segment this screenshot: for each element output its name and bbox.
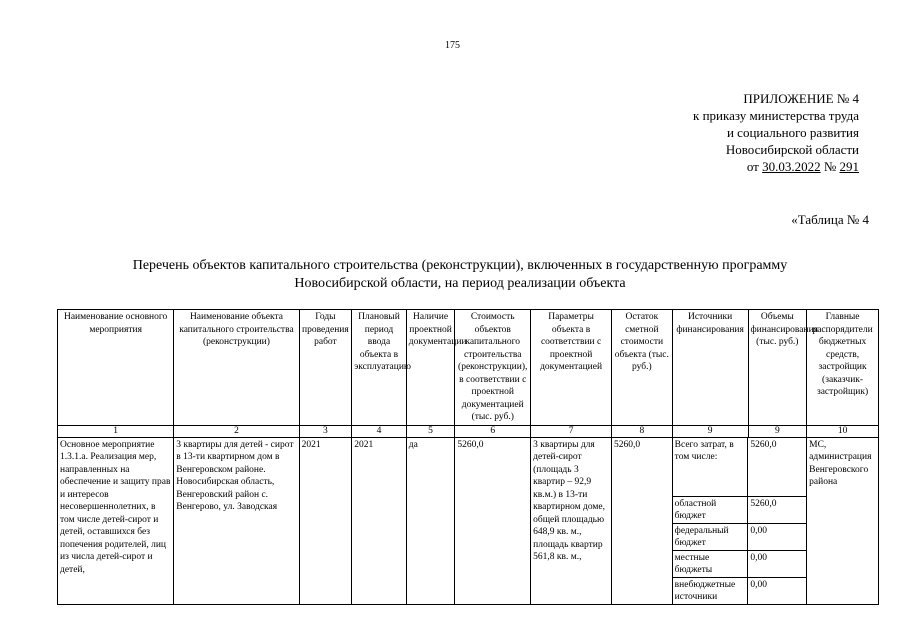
column-number: 6 xyxy=(455,425,531,437)
order-number: 291 xyxy=(839,159,859,174)
order-date: 30.03.2022 xyxy=(762,159,821,174)
funding-source-value: 0,00 xyxy=(748,523,806,550)
number-prefix: № xyxy=(820,159,840,174)
column-number: 2 xyxy=(174,425,299,437)
column-number: 3 xyxy=(299,425,352,437)
column-number: 9 xyxy=(672,425,748,437)
column-number: 4 xyxy=(352,425,407,437)
funding-source-name: федеральный бюджет xyxy=(673,523,748,550)
funding-sources-table xyxy=(673,438,806,604)
column-number: 10 xyxy=(807,425,879,437)
manager-cell: МС, администрация Венгеровского района xyxy=(807,437,879,604)
table-row xyxy=(58,437,879,604)
column-number: 5 xyxy=(406,425,455,437)
funding-row xyxy=(673,523,806,550)
table-header-cell: Наименование объекта капитального строительства (реконструкции) xyxy=(174,310,299,426)
design-docs-cell: да xyxy=(406,437,455,604)
column-number: 7 xyxy=(531,425,612,437)
funding-row xyxy=(673,577,806,604)
appendix-order-line xyxy=(693,158,859,175)
title-line: Новосибирской области, на период реализации объекта xyxy=(294,276,626,291)
funding-source-value: 0,00 xyxy=(750,579,768,590)
table-header-cell: Плановый период ввода объекта в эксплуатацию xyxy=(352,310,407,426)
funding-row xyxy=(673,438,806,497)
funding-source-name: Всего затрат, в том числе: xyxy=(673,438,748,497)
page-number: 175 xyxy=(445,40,460,51)
appendix-block xyxy=(693,90,859,175)
object-cell: 3 квартиры для детей - сирот в 13-ти квартирном дом в Венгеровском районе. Новосибирская область, Венгеровский район с. Венгерово, ул. Заводская xyxy=(174,437,299,604)
column-number: 8 xyxy=(612,425,673,437)
title-line: Перечень объектов капитального строительства (реконструкции), включенных в государственную программу xyxy=(132,258,788,273)
cost-cell: 5260,0 xyxy=(455,437,531,604)
commissioning-cell: 2021 xyxy=(352,437,407,604)
appendix-line: и социального развития xyxy=(726,125,859,140)
table-header-cell: Остаток сметной стоимости объекта (тыс. руб.) xyxy=(612,310,673,426)
appendix-line: Новосибирской области xyxy=(725,142,859,157)
table-header-cell: Годы проведения работ xyxy=(299,310,352,426)
date-prefix: от xyxy=(746,159,763,174)
remaining-cost-cell: 5260,0 xyxy=(612,437,673,604)
table-header-row xyxy=(58,310,879,426)
objects-table xyxy=(57,309,879,605)
table-header-cell: Объемы финансирования (тыс. руб.) xyxy=(748,310,807,426)
parameters-cell: 3 квартиры для детей-сирот (площадь 3 квартир – 92,9 кв.м.) в 13-ти квартирном доме, общей площадью 648,9 кв. м., площадь квартир 561,8 кв. м., xyxy=(531,437,612,604)
column-number-row xyxy=(58,425,879,437)
years-cell: 2021 xyxy=(299,437,352,604)
table-header-cell: Параметры объекта в соответствии с проектной документацией xyxy=(531,310,612,426)
funding-row xyxy=(673,496,806,523)
funding-source-value: 0,00 xyxy=(748,550,806,577)
column-number: 9 xyxy=(748,425,807,437)
funding-source-value: 5260,0 xyxy=(748,496,806,523)
table-header-cell: Наименование основного мероприятия xyxy=(58,310,174,426)
document-title xyxy=(60,257,860,293)
funding-source-name: местные бюджеты xyxy=(673,550,748,577)
funding-source-value: 5260,0 xyxy=(748,438,806,497)
funding-row xyxy=(673,550,806,577)
appendix-line: к приказу министерства труда xyxy=(693,108,859,123)
table-header-cell: Главные распорядители бюджетных средств, застройщик (заказчик-застройщик) xyxy=(807,310,879,426)
table-header-cell: Источники финансирования xyxy=(672,310,748,426)
funding-source-name: внебюджетные источники xyxy=(673,577,748,604)
column-number: 1 xyxy=(58,425,174,437)
funding-sources-cell xyxy=(672,437,806,604)
table-header-cell: Наличие проектной документации xyxy=(406,310,455,426)
measure-cell: Основное мероприятие 1.3.1.а. Реализация мер, направленных на обеспечение и защиту прав и интересов несовершеннолетних, в том числе детей-сирот и детей, оставшихся без попечения родителей, лиц из числа детей-сирот и детей, xyxy=(58,437,174,604)
funding-source-name: областной бюджет xyxy=(673,496,748,523)
table-caption: «Таблица № 4 xyxy=(791,212,869,227)
appendix-title: ПРИЛОЖЕНИЕ № 4 xyxy=(743,91,859,106)
table-header-cell: Стоимость объектов капитального строительства (реконструкции), в соответствии с проектной документацией (тыс. руб.) xyxy=(455,310,531,426)
